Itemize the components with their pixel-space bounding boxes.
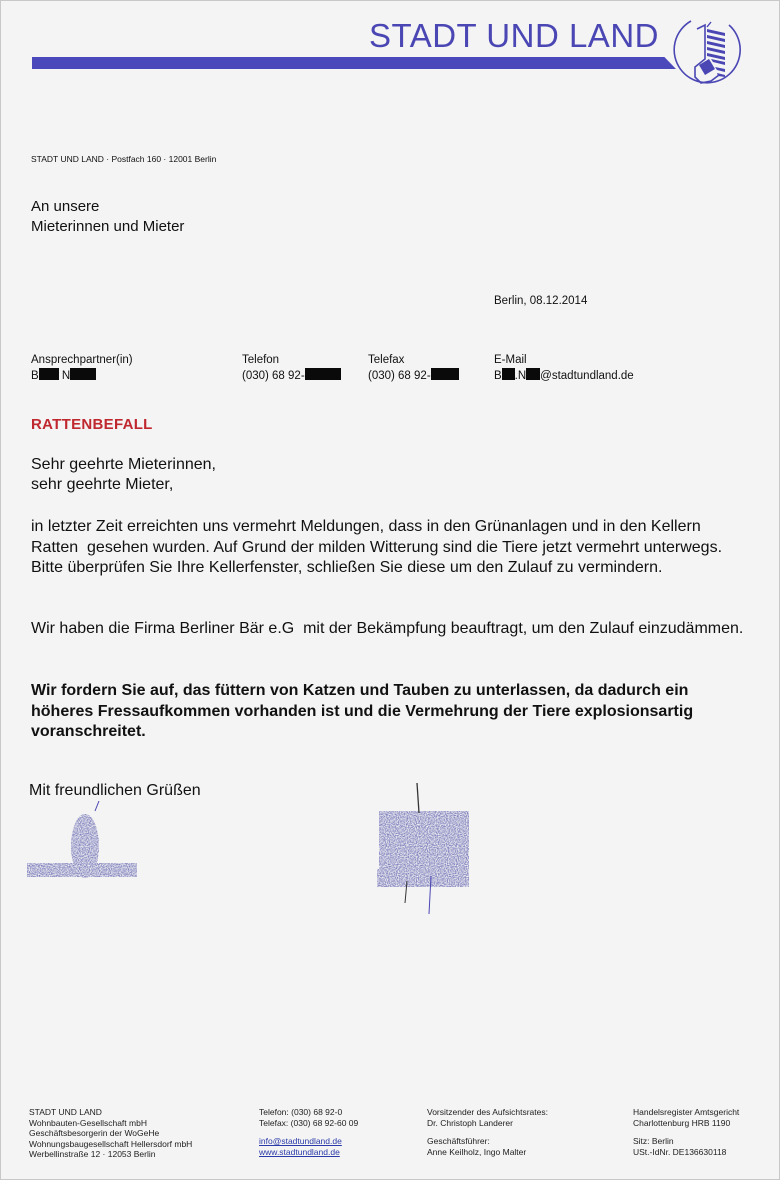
contact-fax-prefix: (030) 68 92-	[368, 370, 431, 382]
salutation	[31, 455, 216, 495]
contact-phone-label: Telefon	[242, 354, 280, 366]
footer-seat: Sitz: Berlin	[633, 1136, 674, 1146]
footer-management-names: Anne Keilholz, Ingo Malter	[427, 1146, 527, 1157]
contact-phone	[242, 353, 341, 384]
contact-email-value	[494, 368, 634, 384]
brand-name: STADT UND LAND	[369, 17, 659, 54]
footer-fax: Telefax: (030) 68 92-60 09	[259, 1117, 359, 1128]
footer-register	[633, 1107, 739, 1157]
recipient-line-2: Mieterinnen und Mieter	[31, 218, 185, 235]
contact-phone-prefix: (030) 68 92-	[242, 370, 305, 382]
footer-company-line: Geschäftsbesorgerin der WoGeHe	[29, 1128, 160, 1138]
footer-email-link[interactable]: info@stadtundland.de	[259, 1136, 342, 1146]
redaction-bar	[526, 368, 540, 380]
recipient-line-1: An unsere	[31, 198, 100, 215]
recipient-block	[31, 197, 184, 237]
footer-phone: Telefon: (030) 68 92-0	[259, 1107, 343, 1117]
contact-person-label: Ansprechpartner(in)	[31, 354, 133, 366]
footer-company-address: Werbellinstraße 12 · 12053 Berlin	[29, 1149, 156, 1159]
footer-company-line: STADT UND LAND	[29, 1107, 102, 1117]
footer-management-label: Geschäftsführer:	[427, 1136, 490, 1146]
footer-company	[29, 1107, 192, 1160]
contact-fax-value	[368, 368, 459, 384]
contact-email-initial: B	[494, 370, 502, 382]
contact-email-mid: .N	[514, 370, 527, 382]
building-circle-logo-icon	[671, 15, 741, 87]
footer-company-line: Wohnbauten-Gesellschaft mbH	[29, 1117, 147, 1128]
footer-website-link[interactable]: www.stadtundland.de	[259, 1146, 340, 1157]
contact-person-initial: B	[31, 370, 39, 382]
footer-contact	[259, 1107, 358, 1157]
footer-company-line: Wohnungsbaugesellschaft Hellersdorf mbH	[29, 1138, 193, 1149]
contact-email-domain: @stadtundland.de	[540, 370, 634, 382]
return-address: STADT UND LAND · Postfach 160 · 12001 Berlin	[31, 154, 217, 164]
body-paragraph-1: in letzter Zeit erreichten uns vermehrt Meldungen, dass in den Grünanlagen und in den Kellern Ratten gesehen wurden. Auf Grund der milden Witterung sind die Tiere jetzt vermehrt unterwegs. Bitte überprüfen Sie Ihre Kellerfenster, schließen Sie diese um den Zulauf zu vermindern.	[31, 518, 727, 576]
contact-phone-value	[242, 368, 341, 384]
redaction-bar	[305, 368, 341, 380]
signature-right-icon	[373, 781, 503, 916]
footer-management	[427, 1107, 548, 1157]
letter-date: Berlin, 08.12.2014	[494, 295, 588, 307]
contact-person-value	[31, 368, 133, 384]
subject-heading: RATTENBEFALL	[31, 416, 153, 433]
salutation-line-2: sehr geehrte Mieter,	[31, 476, 174, 493]
contact-email-label: E-Mail	[494, 354, 527, 366]
redaction-bar	[502, 368, 515, 380]
contact-fax-label: Telefax	[368, 354, 405, 366]
body-paragraph-2: Wir haben die Firma Berliner Bär e.G mit der Bekämpfung beauftragt, um den Zulauf einzudämmen.	[31, 620, 744, 637]
closing: Mit freundlichen Grüßen	[29, 782, 201, 799]
salutation-line-1: Sehr geehrte Mieterinnen,	[31, 456, 216, 473]
footer-board-name: Dr. Christoph Landerer	[427, 1117, 513, 1128]
footer-register-number: Charlottenburg HRB 1190	[633, 1117, 731, 1128]
redaction-bar	[70, 368, 96, 380]
contact-person-initial-2: N	[61, 370, 71, 382]
redaction-bar	[431, 368, 459, 380]
brand-bar	[32, 57, 676, 69]
contact-fax	[368, 353, 459, 384]
footer-board-label: Vorsitzender des Aufsichtsrates:	[427, 1107, 548, 1117]
signature-left-icon	[25, 801, 145, 891]
redaction-bar	[39, 368, 59, 380]
footer-register-court: Handelsregister Amtsgericht	[633, 1107, 740, 1117]
body-paragraph-3-bold: Wir fordern Sie auf, das füttern von Katzen und Tauben zu unterlassen, da dadurch ein höheres Fressaufkommen vorhanden ist und die Vermehrung der Tiere explosionsartig voranschreitet.	[31, 682, 694, 740]
contact-email	[494, 353, 634, 384]
footer-vat-id: USt.-IdNr. DE136630118	[633, 1146, 727, 1157]
contact-person	[31, 353, 133, 384]
